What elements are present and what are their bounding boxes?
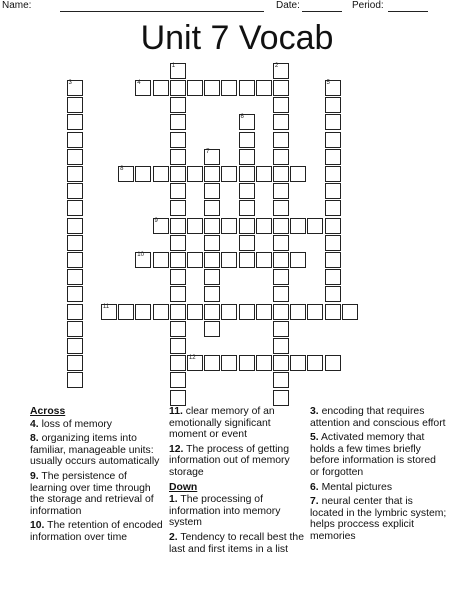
crossword-cell[interactable] (256, 166, 272, 182)
crossword-cell[interactable] (204, 355, 220, 371)
crossword-cell[interactable] (290, 166, 306, 182)
crossword-cell[interactable] (187, 304, 203, 320)
crossword-cell[interactable] (135, 80, 151, 96)
clue-number-label: 2 (274, 62, 279, 69)
crossword-cell[interactable] (67, 114, 83, 130)
crossword-cell[interactable] (170, 252, 186, 268)
crossword-cell[interactable] (67, 304, 83, 320)
crossword-cell[interactable] (170, 304, 186, 320)
clue-number-label: 5 (326, 80, 330, 86)
crossword-cell[interactable] (325, 200, 341, 216)
clue-number: 5. (310, 432, 319, 444)
crossword-cell[interactable] (67, 252, 83, 268)
clue-number-label: 12 (188, 355, 196, 362)
crossword-cell[interactable] (118, 166, 134, 182)
crossword-cell[interactable] (239, 252, 255, 268)
crossword-cell[interactable] (153, 218, 169, 234)
crossword-cell[interactable] (256, 218, 272, 234)
clue-number: 12. (169, 443, 184, 455)
crossword-cell[interactable] (170, 338, 186, 354)
crossword-cell[interactable] (239, 80, 255, 96)
clue-down-1 (169, 494, 307, 529)
crossword-cell[interactable] (170, 80, 186, 96)
crossword-cell[interactable] (170, 286, 186, 302)
crossword-cell[interactable] (256, 355, 272, 371)
clue-number-label: 3 (68, 80, 72, 86)
crossword-cell[interactable] (273, 114, 289, 130)
crossword-cell[interactable] (239, 149, 255, 165)
clue-across-12 (169, 444, 307, 479)
crossword-cell[interactable] (273, 200, 289, 216)
crossword-cell[interactable] (67, 235, 83, 251)
name-label: Name: (2, 0, 32, 11)
crossword-cell[interactable] (273, 321, 289, 337)
clue-text: Activated memory that holds a few times briefly before information is stored or forgotten (310, 432, 436, 478)
crossword-cell[interactable] (204, 166, 220, 182)
clue-number-label: 1 (171, 62, 176, 69)
clue-number: 2. (169, 531, 178, 543)
crossword-cell[interactable] (239, 200, 255, 216)
crossword-cell[interactable] (290, 218, 306, 234)
clue-text: clear memory of an emotionally significant moment or event (169, 406, 275, 441)
crossword-cell[interactable] (204, 149, 220, 165)
clue-number-label: 10 (137, 252, 144, 258)
crossword-cell[interactable] (153, 80, 169, 96)
clue-number: 3. (310, 406, 319, 417)
clue-number-label: 4 (137, 80, 141, 86)
crossword-cell[interactable] (221, 304, 237, 320)
crossword-cell[interactable] (239, 114, 255, 130)
crossword-cell[interactable] (273, 97, 289, 113)
crossword-cell[interactable] (273, 355, 289, 371)
crossword-cell[interactable] (325, 114, 341, 130)
clues-column-1 (30, 406, 166, 547)
crossword-cell[interactable] (153, 166, 169, 182)
crossword-cell[interactable] (290, 304, 306, 320)
clue-down-6 (310, 482, 448, 494)
clue-down-2 (169, 532, 307, 555)
clue-number-label: 6 (240, 114, 244, 121)
crossword-cell[interactable] (256, 304, 272, 320)
clue-down-5 (310, 432, 448, 478)
clue-text: organizing items into familiar, manageable units: usually occurs automatically (30, 433, 160, 468)
across-heading: Across (30, 406, 66, 417)
crossword-cell[interactable] (135, 252, 151, 268)
clue-text: encoding that requires attention and conscious effort (310, 406, 446, 429)
crossword-cell[interactable] (135, 304, 151, 320)
crossword-cell[interactable] (221, 218, 237, 234)
crossword-cell[interactable] (239, 355, 255, 371)
crossword-cell[interactable] (187, 252, 203, 268)
crossword-cell[interactable] (67, 338, 83, 354)
crossword-cell[interactable] (239, 218, 255, 234)
crossword-cell[interactable] (170, 269, 186, 285)
clue-text: Tendency to recall best the last and first items in a list (169, 531, 304, 555)
crossword-cell[interactable] (67, 321, 83, 337)
crossword-cell[interactable] (325, 286, 341, 302)
crossword-cell[interactable] (290, 355, 306, 371)
crossword-cell[interactable] (273, 269, 289, 285)
crossword-cell[interactable] (325, 252, 341, 268)
clue-down-3 (310, 406, 448, 429)
crossword-cell[interactable] (325, 304, 341, 320)
clue-text: The persistence of learning over time through the storage and retrieval of information (30, 470, 154, 517)
clue-across-11 (169, 406, 307, 441)
crossword-cell[interactable] (101, 304, 117, 320)
crossword-cell[interactable] (204, 200, 220, 216)
crossword-cell[interactable] (204, 304, 220, 320)
crossword-cell[interactable] (67, 218, 83, 234)
crossword-cell[interactable] (170, 200, 186, 216)
crossword-cell[interactable] (204, 235, 220, 251)
crossword-cell[interactable] (307, 355, 323, 371)
crossword-cell[interactable] (325, 166, 341, 182)
crossword-cell[interactable] (273, 80, 289, 96)
crossword-cell[interactable] (170, 132, 186, 148)
crossword-cell[interactable] (67, 286, 83, 302)
crossword-cell[interactable] (273, 149, 289, 165)
page-title: Unit 7 Vocab (140, 19, 334, 57)
crossword-cell[interactable] (67, 355, 83, 371)
clue-number: 9. (30, 470, 39, 482)
crossword-cell[interactable] (135, 166, 151, 182)
crossword-cell[interactable] (325, 183, 341, 199)
crossword-cell[interactable] (221, 80, 237, 96)
crossword-cell[interactable] (204, 286, 220, 302)
crossword-cell[interactable] (67, 166, 83, 182)
crossword-cell[interactable] (187, 80, 203, 96)
crossword-cell[interactable] (67, 200, 83, 216)
clue-number-label: 7 (206, 148, 210, 155)
crossword-cell[interactable] (170, 97, 186, 113)
crossword-cell[interactable] (67, 269, 83, 285)
crossword-cell[interactable] (325, 218, 341, 234)
crossword-cell[interactable] (273, 286, 289, 302)
crossword-cell[interactable] (239, 183, 255, 199)
clue-number: 4. (30, 418, 39, 430)
crossword-cell[interactable] (204, 80, 220, 96)
crossword-cell[interactable] (256, 252, 272, 268)
crossword-cell[interactable] (273, 338, 289, 354)
date-label: Date: (276, 0, 300, 11)
crossword-cell[interactable] (273, 63, 289, 79)
crossword-cell[interactable] (204, 252, 220, 268)
crossword-cell[interactable] (67, 132, 83, 148)
clue-number: 10. (30, 520, 45, 532)
crossword-cell[interactable] (187, 218, 203, 234)
clue-text: The retention of encoded information over time (30, 520, 163, 543)
crossword-cell[interactable] (221, 166, 237, 182)
crossword-cell[interactable] (170, 218, 186, 234)
crossword-cell[interactable] (204, 321, 220, 337)
crossword-cell[interactable] (325, 97, 341, 113)
crossword-cell[interactable] (273, 166, 289, 182)
crossword-cell[interactable] (170, 390, 186, 406)
crossword-cell[interactable] (187, 355, 203, 371)
crossword-cell[interactable] (170, 149, 186, 165)
crossword-cell[interactable] (325, 132, 341, 148)
crossword-cell[interactable] (290, 252, 306, 268)
period-label: Period: (352, 0, 384, 11)
crossword-cell[interactable] (239, 304, 255, 320)
crossword-cell[interactable] (325, 355, 341, 371)
crossword-cell[interactable] (239, 166, 255, 182)
clues-column-2 (169, 406, 307, 558)
crossword-cell[interactable] (273, 252, 289, 268)
crossword-cell[interactable] (273, 183, 289, 199)
crossword-cell[interactable] (153, 304, 169, 320)
crossword-cell[interactable] (67, 149, 83, 165)
clue-across-9 (30, 471, 166, 517)
crossword-cell[interactable] (273, 132, 289, 148)
crossword-cell[interactable] (325, 235, 341, 251)
clue-number-label: 9 (154, 217, 158, 224)
clue-text: Mental pictures (321, 481, 393, 493)
clue-number: 8. (30, 433, 39, 445)
crossword-cell[interactable] (239, 132, 255, 148)
crossword-cell[interactable] (273, 390, 289, 406)
crossword-cell[interactable] (221, 252, 237, 268)
crossword-cell[interactable] (256, 80, 272, 96)
crossword-cell[interactable] (307, 304, 323, 320)
crossword-cell[interactable] (170, 235, 186, 251)
clue-number: 6. (310, 481, 319, 493)
clue-down-7 (310, 496, 448, 542)
crossword-cell[interactable] (204, 183, 220, 199)
crossword-cell[interactable] (170, 372, 186, 388)
clue-across-4 (30, 419, 166, 431)
crossword-cell[interactable] (204, 218, 220, 234)
crossword-cell[interactable] (325, 80, 341, 96)
down-heading: Down (169, 481, 198, 493)
crossword-cell[interactable] (67, 372, 83, 388)
crossword-cell[interactable] (187, 166, 203, 182)
clue-across-8 (30, 433, 166, 468)
clue-across-10 (30, 520, 166, 543)
crossword-cell[interactable] (325, 149, 341, 165)
clue-number: 7. (310, 496, 319, 508)
clue-text: neural center that is located in the lymbric system; helps proccess explicit memories (310, 496, 447, 542)
crossword-cell[interactable] (118, 304, 134, 320)
crossword-cell[interactable] (153, 252, 169, 268)
crossword-cell[interactable] (170, 114, 186, 130)
clue-text: The process of getting information out of memory storage (169, 443, 290, 478)
crossword-cell[interactable] (342, 304, 358, 320)
crossword-cell[interactable] (170, 355, 186, 371)
crossword-cell[interactable] (307, 218, 323, 234)
crossword-cell[interactable] (170, 166, 186, 182)
clue-number-label: 11 (102, 303, 110, 310)
clue-text: The processing of information into memory system (169, 494, 281, 529)
clue-number: 1. (169, 494, 178, 506)
crossword-cell[interactable] (273, 372, 289, 388)
clue-text: loss of memory (41, 418, 113, 430)
crossword-cell[interactable] (170, 321, 186, 337)
crossword-cell[interactable] (273, 235, 289, 251)
clues-column-3 (310, 406, 448, 546)
crossword-cell[interactable] (273, 218, 289, 234)
crossword-cell[interactable] (273, 304, 289, 320)
crossword-cell[interactable] (204, 269, 220, 285)
clue-number-label: 8 (120, 166, 124, 172)
crossword-cell[interactable] (67, 97, 83, 113)
crossword-cell[interactable] (239, 235, 255, 251)
crossword-cell[interactable] (325, 269, 341, 285)
clue-number: 11. (169, 406, 183, 417)
crossword-cell[interactable] (67, 183, 83, 199)
crossword-cell[interactable] (170, 183, 186, 199)
crossword-cell[interactable] (221, 355, 237, 371)
crossword-cell[interactable] (67, 80, 83, 96)
crossword-cell[interactable] (170, 63, 186, 79)
